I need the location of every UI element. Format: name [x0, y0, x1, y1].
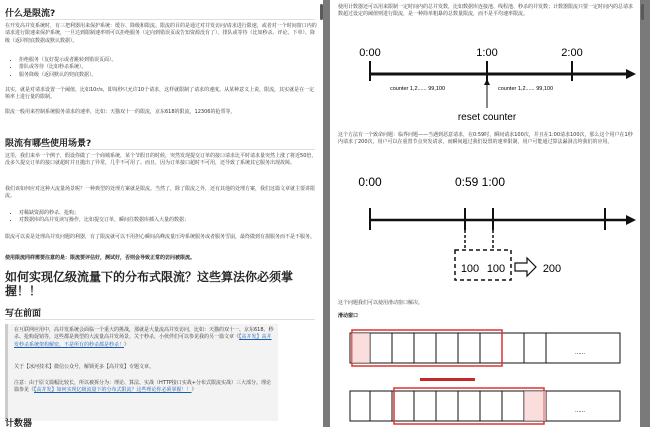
counter-label: counter 1,2...... 99,100 [390, 86, 446, 92]
section-title-what-is-rate-limiting: 什么是限流? [5, 9, 56, 19]
tick-label: 0:59 1:00 [454, 175, 506, 189]
list-item: • 排队或等待（比如秒杀系统）。 [19, 64, 319, 71]
tick-label: 2:00 [561, 47, 583, 59]
window-row-top [350, 330, 620, 366]
sliding-window-diagram [330, 328, 640, 427]
cell-row-outline [350, 333, 620, 363]
blockquote-text-intro: 注意：由于原文篇幅比较长，所以被拆分为：理论、算法、实战（HTTP接口实战+分布式限流实战）三大部分。理论篇参见《 [14, 380, 271, 394]
divider [5, 19, 315, 20]
blockquote-text [14, 380, 274, 395]
result-arrow [515, 258, 536, 276]
article-link-seckill[interactable]: 【高并发】高并发秒杀系统架构解密，不是所有的秒杀都是秒杀！ [14, 334, 272, 348]
window-highlight [352, 333, 370, 363]
reset-counter-label: reset counter [457, 112, 517, 123]
left-scrollbar-thumb[interactable] [320, 4, 323, 20]
slide-indicator [420, 378, 475, 381]
blockquote-text: 关于【冰河技术】微信公众号，解锁更多【高并发】专题文章。 [14, 364, 155, 370]
paragraph: 限流可以说是处理高并发问题的利器，有了限流就可以不用担心瞬间高峰流量压垮系统服务或者服务雪崩，最终做到有损服务而不是不服务。 [5, 234, 316, 240]
section-title-counter: 计数器 [5, 419, 33, 427]
paragraph: 在开发高并发系统时，有三把利器用来保护系统：缓存、降级和限流。限流的目的是通过对并发访问/请求进行限速，或者对一个时间窗口内的请求进行限速来保护系统，一旦达到限制速率则可以拒绝服务（定向到错误页或告知资源没有了）、排队或等待（比如秒杀、评论、下单）、降级（返回兜底数据或默认数据）。 [5, 23, 317, 44]
tick-label: 1:00 [476, 47, 498, 59]
critical-problem-diagram [330, 172, 640, 290]
divider [5, 149, 315, 150]
article-link-theory[interactable]: 【高并发】如何实现亿级流量下的分布式限流？这些理论你必须掌握！！ [34, 387, 192, 394]
section-title-preface: 写在前面 [5, 309, 42, 319]
bullet-list [8, 210, 319, 225]
paragraph: 使用计数器还可以用来限制一定时间内的总并发数，比如数据库连接池、线程池、秒杀的并发数；计数器限流只要一定时间内的总请求数超过设定的阈值则进行限流，是一种简单粗暴的总数量限流，而不是平均速率限流。 [338, 4, 634, 18]
counter-label: counter 1,2...... 99,100 [498, 86, 554, 92]
section-title-use-cases: 限流有哪些使用场景? [5, 139, 92, 149]
cell-row-outline [350, 391, 620, 421]
paragraph: 这个问题我们可以使用滑动窗口解决。 [338, 300, 424, 306]
ellipsis: ...... [575, 408, 586, 414]
left-page [0, 0, 323, 427]
timeline-arrowhead [626, 69, 636, 79]
blockquote-text-end: 》 [191, 387, 197, 394]
window-highlight [524, 391, 546, 421]
timeline-arrowhead [626, 215, 636, 225]
list-item: • 对数据库的高并发读写操作，比如提交订单，瞬间往数据库插入大量的数据； [19, 217, 319, 224]
total-count: 200 [542, 263, 562, 275]
paragraph: 这个方法有一个致命问题：临界问题——当遇到恶意请求，在0:59时，瞬间请求100次，并且在1:00请求100次，那么这个用户在1秒内请求了200次，用户可以在重置节点突发请求，而瞬间超过我们设置的速率限制，用户可能通过算法漏洞击垮我们的应用。 [338, 132, 633, 146]
bold-note: 使用限流同样需要注意的是：限流要评估好，测试好，否则会导致正常的访问被限流。 [5, 255, 196, 261]
reset-arrowhead [484, 79, 490, 85]
list-item: • 拒绝服务（友好提示或者跳转到错误页面）。 [19, 57, 319, 64]
paragraph: 我们该如何应对这种大流量场景呢？一种典型的处理方案就是限流。当然了，除了限流之外，还有其他的处理方案，我们这篇文章就主要讲限流。 [5, 186, 316, 200]
right-scrollbar-thumb[interactable] [641, 4, 644, 20]
paragraph: 限流一般用来控制系统服务请求的速率，比如：天猫双十一的限流，京东618的限流，12306的抢票等。 [5, 109, 236, 115]
paragraph: 这里，我们来举一个例子，假设你做了一个商城系统，某个节假日的时候，突然发现提交订单的接口请求比平时请求量突然上涨了将近50倍，没多久提交订单的接口就超时并且抛出了异常，几乎不可用了。而且，因为订单接口超时不可用，还导致了系统其它服务出现故障。 [5, 153, 317, 167]
list-item: • 服务降级（返回默认的兜底数据）。 [19, 72, 319, 79]
tick-label: 0:00 [358, 175, 382, 189]
subheading-sliding-window: 滑动窗口 [338, 313, 359, 319]
tick-label: 0:00 [359, 47, 381, 59]
article-title: 如何实现亿级流量下的分布式限流？这些算法你必须掌握！！ [5, 270, 294, 298]
ellipsis: ...... [575, 350, 586, 356]
request-count: 100 [460, 263, 480, 275]
sliding-window-frame [394, 388, 544, 424]
blockquote-text [14, 327, 274, 349]
divider [5, 319, 315, 320]
right-page [330, 0, 640, 427]
request-count: 100 [486, 263, 506, 275]
blockquote-text-intro: 在互联网应用中，高并发系统会面临一个重大的挑战，那就是大量流高并发访问，比如：天猫的双十一、京东618、秒杀、抢购促销等，这些都是典型的大流量高并发场景。关于秒杀，小伙伴们可以参见我的另一篇文章《 [14, 327, 274, 341]
fixed-window-diagram [330, 44, 640, 128]
window-row-bottom [350, 388, 620, 424]
bullet-list [8, 57, 319, 79]
blockquote [5, 324, 278, 421]
paragraph: 其实，就是对请求设置一个阈值，比如10r/s，即每秒只允许10个请求，这样就限制了请求的速度。从某种意义上说，限流，其实就是在一定频率上进行量的限制。 [5, 87, 315, 101]
blockquote-text-end: 》 [124, 341, 130, 348]
list-item: • 对稀缺资源的秒杀、抢购； [19, 210, 319, 217]
